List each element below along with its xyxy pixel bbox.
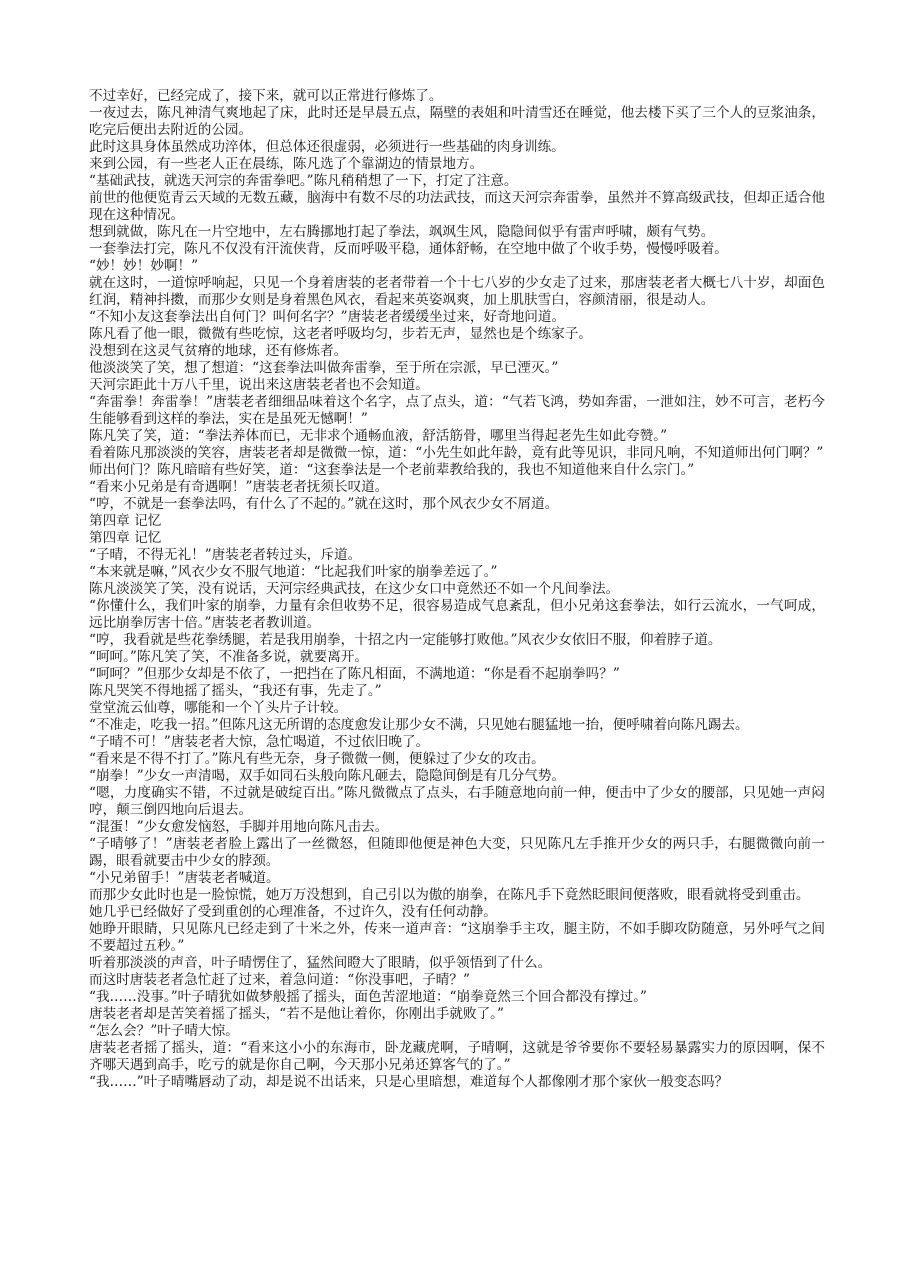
paragraph: “子晴不可！”唐装老者大惊，急忙喝道，不过依旧晚了。: [89, 734, 430, 750]
paragraph: 此时这具身体虽然成功淬体，但总体还很虚弱，必须进行一些基础的肉身训练。: [89, 139, 565, 155]
paragraph: “子晴，不得无礼！”唐装老者转过头，斥道。: [89, 547, 362, 563]
paragraph: 唐装老者摇了摇头，道：“看来这小小的东海市，卧龙藏虎啊，子晴啊，这就是爷爷要你不要轻易暴露实力的原因啊，保不齐哪天遇到高手，吃亏的就是你自己啊，今天那小兄弟还算客气的了。”: [89, 1040, 825, 1073]
paragraph: “基础武技，就选天河宗的奔雷拳吧。”陈凡稍稍想了一下，打定了注意。: [89, 173, 518, 189]
paragraph: 陈凡哭笑不得地摇了摇头，“我还有事，先走了。”: [89, 683, 382, 699]
paragraph: 就在这时，一道惊呼响起，只见一个身着唐装的老者带着一个十七八岁的少女走了过来，那唐装老者大概七八十岁，却面色红润，精神抖擞，而那少女则是身着黑色风衣，看起来英姿飒爽，加上肌肤雪白，容颜清丽，很是动人。: [89, 275, 825, 308]
paragraph: 他淡淡笑了笑，想了想道：“这套拳法叫做奔雷拳，至于所在宗派，早已湮灭。”: [89, 360, 559, 376]
paragraph: “不准走，吃我一招。”但陈凡这无所谓的态度愈发让那少女不满，只见她右腿猛地一抬，便呼啸着向陈凡踢去。: [89, 717, 749, 733]
paragraph: “我……”叶子晴嘴唇动了动，却是说不出话来，只是心里暗想，难道每个人都像刚才那个家伙一般变态吗？: [89, 1074, 729, 1090]
paragraph: 陈凡笑了笑，道：“拳法养体而已，无非求个通畅血液，舒活筋骨，哪里当得起老先生如此夸赞。”: [89, 428, 668, 444]
paragraph: “看来是不得不打了。”陈凡有些无奈，身子微微一侧，便躲过了少女的攻击。: [89, 751, 545, 767]
paragraph: 她几乎已经做好了受到重创的心理准备，不过许久，没有任何动静。: [89, 904, 497, 920]
paragraph: 天河宗距此十万八千里，说出来这唐装老者也不会知道。: [89, 377, 429, 393]
paragraph: “哼，我看就是些花拳绣腿，若是我用崩拳，十招之内一定能够打败他。”风衣少女依旧不服，仰着脖子道。: [89, 632, 722, 648]
paragraph: “呵呵？”但那少女却是不依了，一把挡在了陈凡相面，不满地道：“你是看不起崩拳吗？”: [89, 666, 620, 682]
paragraph: “子晴够了！”唐装老者脸上露出了一丝微怒，但随即他便是神色大变，只见陈凡左手推开少女的两只手，右腿微微向前一踢，眼看就要击中少女的脖颈。: [89, 836, 825, 869]
document-body: [89, 88, 825, 1091]
paragraph: 师出何门？陈凡暗暗有些好笑，道：“这套拳法是一个老前辈教给我的，我也不知道他来自什么宗门。”: [89, 462, 695, 478]
paragraph: “哼，不就是一套拳法吗，有什么了不起的。”就在这时，那个风衣少女不屑道。: [89, 496, 559, 512]
paragraph: “妙！妙！妙啊！”: [89, 258, 199, 274]
paragraph: “怎么会？”叶子晴大惊。: [89, 1023, 239, 1039]
chapter-heading: 第四章 记忆: [89, 530, 162, 546]
paragraph: 看着陈凡那淡淡的笑容，唐装老者却是微微一惊，道：“小先生如此年龄，竟有此等见识，非同凡响，不知道师出何门啊？”: [89, 445, 824, 461]
paragraph: 一套拳法打完，陈凡不仅没有汗流侠背，反而呼吸平稳，通体舒畅，在空地中做了个收手势，慢慢呼吸着。: [89, 241, 728, 257]
paragraph: 来到公园，有一些老人正在晨练，陈凡选了个靠湖边的情景地方。: [89, 156, 484, 172]
paragraph: “小兄弟留手！”唐装老者喊道。: [89, 870, 280, 886]
paragraph: 前世的他便览青云天域的无数五藏，脑海中有数不尽的功法武技，而这天河宗奔雷拳，虽然并不算高级武技，但却正适合他现在这种情况。: [89, 190, 825, 223]
paragraph: “混蛋！”少女愈发恼怒，手脚并用地向陈凡击去。: [89, 819, 389, 835]
paragraph: “我……没事。”叶子晴犹如做梦般摇了摇头，面色苦涩地道：“崩拳竟然三个回合都没有撑过。”: [89, 989, 647, 1005]
paragraph: “崩拳！”少女一声清喝，双手如同石头般向陈凡砸去，隐隐间倒是有几分气势。: [89, 768, 566, 784]
paragraph: 陈凡看了他一眼，微微有些吃惊，这老者呼吸均匀，步若无声，显然也是个练家子。: [89, 326, 592, 342]
paragraph: “看来小兄弟是有奇遇啊！”唐装老者抚须长叹道。: [89, 479, 389, 495]
paragraph: 想到就做，陈凡在一片空地中，左右腾挪地打起了拳法，飒飒生风，隐隐间似乎有雷声呼啸，颇有气势。: [89, 224, 715, 240]
paragraph: 一夜过去，陈凡神清气爽地起了床，此时还是早晨五点，隔壁的表姐和叶清雪还在睡觉，他去楼下买了三个人的豆浆油条，吃完后便出去附近的公园。: [89, 105, 825, 138]
paragraph: 而这时唐装老者急忙赶了过来，着急问道：“你没事吧，子晴？”: [89, 972, 470, 988]
paragraph: “你懂什么，我们叶家的崩拳，力量有余但收势不足，很容易造成气息紊乱，但小兄弟这套拳法，如行云流水，一气呵成，远比崩拳厉害十倍。”唐装老者教训道。: [89, 598, 825, 631]
paragraph: 而那少女此时也是一脸惊慌，她万万没想到，自己引以为傲的崩拳，在陈凡手下竟然眨眼间便落败，眼看就将受到重击。: [89, 887, 810, 903]
paragraph: 没想到在这灵气贫瘠的地球，还有修炼者。: [89, 343, 348, 359]
paragraph: 她睁开眼睛，只见陈凡已经走到了十米之外，传来一道声音：“这崩拳手主攻，腿主防，不如手脚攻防随意，另外呼气之间不要超过五秒。”: [89, 921, 825, 954]
paragraph: “不知小友这套拳法出自何门？叫何名字？”唐装老者缓缓坐过来，好奇地问道。: [89, 309, 566, 325]
paragraph: “奔雷拳！奔雷拳！”唐装老者细细品味着这个名字，点了点头，道：“气若飞鸿，势如奔雷，一泄如注，妙不可言，老朽今生能够看到这样的拳法，实在是虽死无憾啊！”: [89, 394, 825, 427]
paragraph: “本来就是嘛，”风衣少女不服气地道：“比起我们叶家的崩拳差远了。”: [89, 564, 498, 580]
paragraph: “嗯，力度确实不错，不过就是破绽百出。”陈凡微微点了点头，右手随意地向前一伸，便击中了少女的腰部，只见她一声闷哼，颠三倒四地向后退去。: [89, 785, 825, 818]
paragraph: 不过幸好，已经完成了，接下来，就可以正常进行修炼了。: [89, 88, 443, 104]
paragraph: “呵呵。”陈凡笑了笑，不准备多说，就要离开。: [89, 649, 368, 665]
paragraph: 唐装老者却是苦笑着摇了摇头，“若不是他让着你，你刚出手就败了。”: [89, 1006, 504, 1022]
paragraph: 陈凡淡淡笑了笑，没有说话，天河宗经典武技，在这少女口中竟然还不如一个凡间拳法。: [89, 581, 620, 597]
paragraph: 听着那淡淡的声音，叶子晴愣住了，猛然间瞪大了眼睛，似乎领悟到了什么。: [89, 955, 552, 971]
chapter-heading: 第四章 记忆: [89, 513, 162, 529]
paragraph: 堂堂流云仙尊，哪能和一个丫头片子计较。: [89, 700, 348, 716]
